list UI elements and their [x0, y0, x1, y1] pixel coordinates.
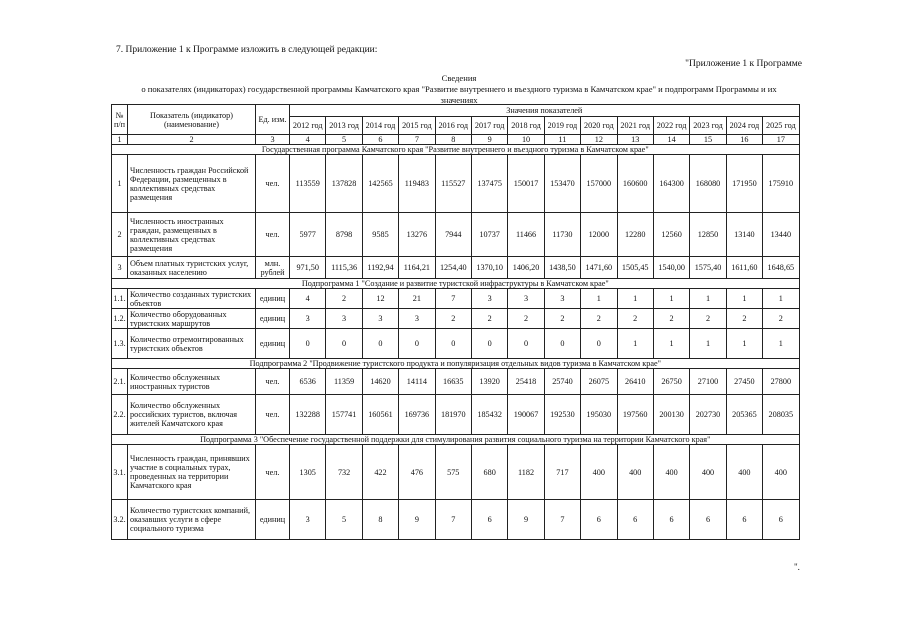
- row-number: 1.1.: [112, 289, 128, 309]
- value-cell: 2: [581, 309, 617, 329]
- value-cell: 164300: [653, 155, 689, 213]
- value-cell: 115527: [435, 155, 471, 213]
- value-cell: 202730: [690, 395, 726, 435]
- value-cell: 7: [435, 289, 471, 309]
- column-number: 11: [544, 135, 580, 145]
- value-cell: 1: [726, 289, 762, 309]
- unit-cell: чел.: [256, 369, 290, 395]
- value-cell: 2: [326, 289, 362, 309]
- value-cell: 9: [399, 500, 435, 540]
- value-cell: 1575,40: [690, 257, 726, 279]
- value-cell: 1438,50: [544, 257, 580, 279]
- value-cell: 175910: [763, 155, 799, 213]
- value-cell: 12560: [653, 213, 689, 257]
- value-cell: 717: [544, 445, 580, 500]
- unit-cell: чел.: [256, 445, 290, 500]
- value-cell: 1164,21: [399, 257, 435, 279]
- value-cell: 185432: [471, 395, 507, 435]
- value-cell: 195030: [581, 395, 617, 435]
- value-cell: 971,50: [290, 257, 326, 279]
- value-cell: 137828: [326, 155, 362, 213]
- value-cell: 2: [617, 309, 653, 329]
- value-cell: 4: [290, 289, 326, 309]
- indicator-name: Количество туристских компаний, оказавших услуги в сфере социального туризма: [128, 500, 256, 540]
- value-cell: 422: [362, 445, 398, 500]
- value-cell: 6: [581, 500, 617, 540]
- section-title: Подпрограмма 2 "Продвижение туристского продукта и популяризация отдельных видов туризма в Камчатском крае": [112, 359, 800, 369]
- value-cell: 137475: [471, 155, 507, 213]
- column-number: 6: [362, 135, 398, 145]
- indicator-name: Количество отремонтированных туристских объектов: [128, 329, 256, 359]
- value-cell: 2: [726, 309, 762, 329]
- header-year: 2013 год: [326, 117, 362, 135]
- row-number: 1: [112, 155, 128, 213]
- indicator-name: Численность иностранных граждан, размещенных в коллективных средствах размещения: [128, 213, 256, 257]
- header-year: 2023 год: [690, 117, 726, 135]
- value-cell: 12850: [690, 213, 726, 257]
- value-cell: 1505,45: [617, 257, 653, 279]
- table-row: [112, 395, 800, 435]
- value-cell: 1182: [508, 445, 544, 500]
- value-cell: 153470: [544, 155, 580, 213]
- value-cell: 3: [471, 289, 507, 309]
- header-year: 2025 год: [763, 117, 799, 135]
- column-number: 17: [763, 135, 799, 145]
- value-cell: 13920: [471, 369, 507, 395]
- value-cell: 205365: [726, 395, 762, 435]
- value-cell: 27100: [690, 369, 726, 395]
- table-row: [112, 257, 800, 279]
- value-cell: 400: [690, 445, 726, 500]
- value-cell: 1: [763, 289, 799, 309]
- value-cell: 169736: [399, 395, 435, 435]
- unit-cell: чел.: [256, 155, 290, 213]
- table-row: [112, 155, 800, 213]
- value-cell: 3: [362, 309, 398, 329]
- value-cell: 2: [653, 309, 689, 329]
- value-cell: 142565: [362, 155, 398, 213]
- column-number: 10: [508, 135, 544, 145]
- value-cell: 25418: [508, 369, 544, 395]
- value-cell: 7: [544, 500, 580, 540]
- row-number: 2.2.: [112, 395, 128, 435]
- value-cell: 1: [581, 289, 617, 309]
- value-cell: 2: [435, 309, 471, 329]
- value-cell: 1: [690, 329, 726, 359]
- value-cell: 6: [690, 500, 726, 540]
- value-cell: 208035: [763, 395, 799, 435]
- value-cell: 2: [763, 309, 799, 329]
- indicator-name: Численность граждан, принявших участие в социальных турах, проведенных на территории Камчатского края: [128, 445, 256, 500]
- row-number: 3.2.: [112, 500, 128, 540]
- column-number: 14: [653, 135, 689, 145]
- unit-cell: единиц: [256, 309, 290, 329]
- row-number: 1.3.: [112, 329, 128, 359]
- header-year: 2012 год: [290, 117, 326, 135]
- value-cell: 2: [544, 309, 580, 329]
- value-cell: 1305: [290, 445, 326, 500]
- section-title: Подпрограмма 1 "Создание и развитие туристской инфраструктуры в Камчатском крае": [112, 279, 800, 289]
- value-cell: 10737: [471, 213, 507, 257]
- value-cell: 16635: [435, 369, 471, 395]
- row-number: 3: [112, 257, 128, 279]
- header-year: 2020 год: [581, 117, 617, 135]
- value-cell: 3: [544, 289, 580, 309]
- unit-cell: чел.: [256, 213, 290, 257]
- value-cell: 9: [508, 500, 544, 540]
- column-number: 7: [399, 135, 435, 145]
- appendix-label: "Приложение 1 к Программе: [685, 59, 802, 69]
- value-cell: 5: [326, 500, 362, 540]
- header-year: 2022 год: [653, 117, 689, 135]
- indicator-name: Количество созданных туристских объектов: [128, 289, 256, 309]
- value-cell: 21: [399, 289, 435, 309]
- column-number: 5: [326, 135, 362, 145]
- document-subtitle: о показателях (индикаторах) государственной программы Камчатского края "Развитие внутреннего и въездного туризма в Камчатском крае" и подпрограмм Программы и их: [141, 84, 777, 94]
- table-row: [112, 213, 800, 257]
- value-cell: 14620: [362, 369, 398, 395]
- value-cell: 2: [690, 309, 726, 329]
- value-cell: 400: [581, 445, 617, 500]
- header-year: 2018 год: [508, 117, 544, 135]
- value-cell: 1611,60: [726, 257, 762, 279]
- value-cell: 12: [362, 289, 398, 309]
- table-row: [112, 329, 800, 359]
- value-cell: 2: [471, 309, 507, 329]
- value-cell: 476: [399, 445, 435, 500]
- value-cell: 1: [726, 329, 762, 359]
- document-title: Сведения: [441, 73, 477, 83]
- intro-text: 7. Приложение 1 к Программе изложить в следующей редакции:: [116, 45, 378, 55]
- column-number: 9: [471, 135, 507, 145]
- value-cell: 27450: [726, 369, 762, 395]
- row-number: 2: [112, 213, 128, 257]
- value-cell: 7: [435, 500, 471, 540]
- value-cell: 3: [290, 309, 326, 329]
- indicator-name: Количество обслуженных российских туристов, включая жителей Камчатского края: [128, 395, 256, 435]
- value-cell: 1: [653, 289, 689, 309]
- value-cell: 200130: [653, 395, 689, 435]
- table-row: [112, 500, 800, 540]
- value-cell: 8: [362, 500, 398, 540]
- value-cell: 9585: [362, 213, 398, 257]
- value-cell: 14114: [399, 369, 435, 395]
- row-number: 2.1.: [112, 369, 128, 395]
- value-cell: 6: [726, 500, 762, 540]
- value-cell: 400: [763, 445, 799, 500]
- value-cell: 0: [544, 329, 580, 359]
- header-year: 2016 год: [435, 117, 471, 135]
- value-cell: 1: [690, 289, 726, 309]
- value-cell: 1370,10: [471, 257, 507, 279]
- value-cell: 11730: [544, 213, 580, 257]
- column-number: 1: [112, 135, 128, 145]
- value-cell: 400: [726, 445, 762, 500]
- row-number: 3.1.: [112, 445, 128, 500]
- value-cell: 160600: [617, 155, 653, 213]
- closing-mark: ".: [794, 562, 800, 572]
- header-year: 2014 год: [362, 117, 398, 135]
- value-cell: 6: [763, 500, 799, 540]
- column-number: 16: [726, 135, 762, 145]
- value-cell: 13140: [726, 213, 762, 257]
- value-cell: 113559: [290, 155, 326, 213]
- unit-cell: единиц: [256, 289, 290, 309]
- header-values: Значения показателей: [290, 105, 800, 117]
- value-cell: 1: [617, 329, 653, 359]
- value-cell: 0: [581, 329, 617, 359]
- value-cell: 3: [399, 309, 435, 329]
- table-row: [112, 309, 800, 329]
- value-cell: 1: [763, 329, 799, 359]
- value-cell: 0: [435, 329, 471, 359]
- value-cell: 0: [508, 329, 544, 359]
- column-number: 2: [128, 135, 256, 145]
- value-cell: 7944: [435, 213, 471, 257]
- column-number: 12: [581, 135, 617, 145]
- indicator-name: Количество оборудованных туристских маршрутов: [128, 309, 256, 329]
- value-cell: 6: [653, 500, 689, 540]
- table-row: [112, 289, 800, 309]
- value-cell: 13276: [399, 213, 435, 257]
- unit-cell: единиц: [256, 500, 290, 540]
- value-cell: 6536: [290, 369, 326, 395]
- value-cell: 0: [326, 329, 362, 359]
- value-cell: 0: [362, 329, 398, 359]
- value-cell: 25740: [544, 369, 580, 395]
- column-number: 3: [256, 135, 290, 145]
- value-cell: 575: [435, 445, 471, 500]
- value-cell: 12280: [617, 213, 653, 257]
- value-cell: 190067: [508, 395, 544, 435]
- indicator-name: Количество обслуженных иностранных туристов: [128, 369, 256, 395]
- column-number: 4: [290, 135, 326, 145]
- value-cell: 26075: [581, 369, 617, 395]
- indicator-name: Численность граждан Российской Федерации, размещенных в коллективных средствах размещения: [128, 155, 256, 213]
- value-cell: 1115,36: [326, 257, 362, 279]
- value-cell: 8798: [326, 213, 362, 257]
- value-cell: 6: [471, 500, 507, 540]
- value-cell: 0: [399, 329, 435, 359]
- value-cell: 13440: [763, 213, 799, 257]
- value-cell: 1: [617, 289, 653, 309]
- value-cell: 168080: [690, 155, 726, 213]
- value-cell: 171950: [726, 155, 762, 213]
- value-cell: 157741: [326, 395, 362, 435]
- header-name: Показатель (индикатор) (наименование): [128, 105, 256, 135]
- header-year: 2015 год: [399, 117, 435, 135]
- table-row: [112, 445, 800, 500]
- value-cell: 11466: [508, 213, 544, 257]
- value-cell: 27800: [763, 369, 799, 395]
- value-cell: 26410: [617, 369, 653, 395]
- header-num: № п/п: [112, 105, 128, 135]
- value-cell: 12000: [581, 213, 617, 257]
- value-cell: 5977: [290, 213, 326, 257]
- value-cell: 1: [653, 329, 689, 359]
- value-cell: 157000: [581, 155, 617, 213]
- indicator-name: Объем платных туристских услуг, оказанных населению: [128, 257, 256, 279]
- value-cell: 1406,20: [508, 257, 544, 279]
- value-cell: 197560: [617, 395, 653, 435]
- value-cell: 26750: [653, 369, 689, 395]
- row-number: 1.2.: [112, 309, 128, 329]
- value-cell: 160561: [362, 395, 398, 435]
- section-title: Государственная программа Камчатского края "Развитие внутреннего и въездного туризма в Камчатском крае": [112, 145, 800, 155]
- value-cell: 400: [653, 445, 689, 500]
- value-cell: 150017: [508, 155, 544, 213]
- value-cell: 0: [471, 329, 507, 359]
- value-cell: 680: [471, 445, 507, 500]
- unit-cell: млн. рублей: [256, 257, 290, 279]
- document-subtitle-cont: значениях: [440, 95, 478, 105]
- value-cell: 0: [290, 329, 326, 359]
- value-cell: 132288: [290, 395, 326, 435]
- header-year: 2019 год: [544, 117, 580, 135]
- column-number: 13: [617, 135, 653, 145]
- value-cell: 1254,40: [435, 257, 471, 279]
- value-cell: 119483: [399, 155, 435, 213]
- value-cell: 1540,00: [653, 257, 689, 279]
- header-year: 2024 год: [726, 117, 762, 135]
- value-cell: 11359: [326, 369, 362, 395]
- value-cell: 3: [508, 289, 544, 309]
- value-cell: 400: [617, 445, 653, 500]
- header-year: 2021 год: [617, 117, 653, 135]
- table-row: [112, 369, 800, 395]
- value-cell: 3: [326, 309, 362, 329]
- value-cell: 1471,60: [581, 257, 617, 279]
- column-number: 15: [690, 135, 726, 145]
- unit-cell: единиц: [256, 329, 290, 359]
- value-cell: 192530: [544, 395, 580, 435]
- value-cell: 3: [290, 500, 326, 540]
- unit-cell: чел.: [256, 395, 290, 435]
- section-title: Подпрограмма 3 "Обеспечение государственной поддержки для стимулирования развития социального туризма на территории Камчатского края": [112, 435, 800, 445]
- value-cell: 1648,65: [763, 257, 799, 279]
- value-cell: 1192,94: [362, 257, 398, 279]
- value-cell: 732: [326, 445, 362, 500]
- column-number: 8: [435, 135, 471, 145]
- indicators-table: [111, 104, 800, 540]
- header-year: 2017 год: [471, 117, 507, 135]
- header-unit: Ед. изм.: [256, 105, 290, 135]
- value-cell: 181970: [435, 395, 471, 435]
- value-cell: 6: [617, 500, 653, 540]
- value-cell: 2: [508, 309, 544, 329]
